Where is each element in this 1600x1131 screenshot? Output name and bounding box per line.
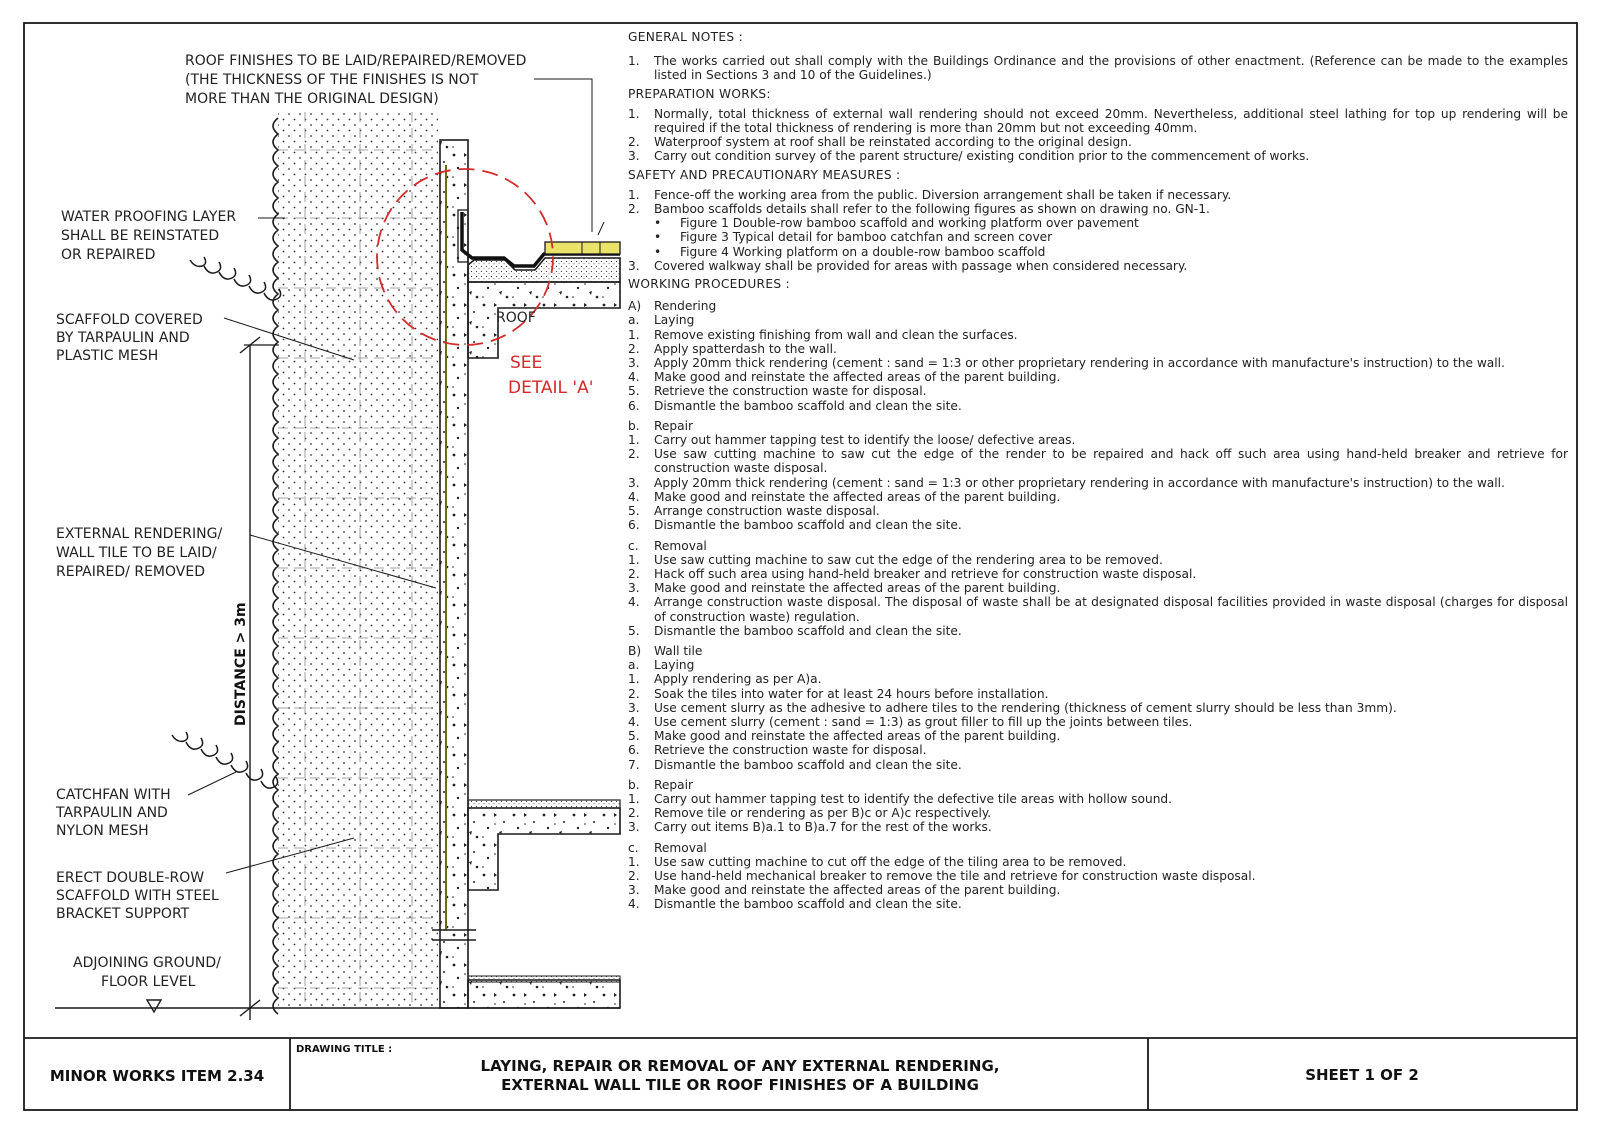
ac-item-2: 2. Hack off such area using hand-held breaker and retrieve for construction waste disposal.: [628, 566, 1197, 581]
catchfan-upper: [190, 257, 281, 300]
ab-item-4: 4. Make good and reinstate the affected areas of the parent building.: [628, 489, 1061, 504]
external-rendering-label-2: WALL TILE TO BE LAID/: [56, 545, 217, 561]
see-detail-label-2: DETAIL 'A': [508, 378, 594, 398]
roof-slab: [468, 282, 620, 358]
see-detail-label-1: SEE: [510, 353, 543, 373]
aa-heading: a. Laying: [628, 313, 695, 328]
section-b-heading: B) Wall tile: [628, 643, 703, 658]
aa-item-4: 4. Make good and reinstate the affected areas of the parent building.: [628, 370, 1061, 385]
aa-item-3: 3. Apply 20mm thick rendering (cement : sand = 1:3 or other proprietary rendering in accordance with manufacture's instruction) to the wall.: [628, 356, 1505, 371]
ac-item-3: 3. Make good and reinstate the affected areas of the parent building.: [628, 581, 1061, 596]
erect-scaffold-label-3: BRACKET SUPPORT: [56, 906, 190, 922]
roof-finish-screed: [468, 258, 620, 282]
catchfan-label-1: CATCHFAN WITH: [56, 787, 171, 803]
bc-item-3: 3. Make good and reinstate the affected areas of the parent building.: [628, 883, 1061, 898]
tarpaulin-scallop-line: [273, 118, 278, 1014]
bc-item-4: 4. Dismantle the bamboo scaffold and clean the site.: [628, 897, 962, 912]
ab-heading: b. Repair: [628, 418, 694, 433]
ground-level-label-1: ADJOINING GROUND/: [73, 955, 221, 971]
ab-item-6: 6. Dismantle the bamboo scaffold and clean the site.: [628, 518, 962, 533]
roof-finishes-label-3: MORE THAN THE ORIGINAL DESIGN): [185, 91, 439, 107]
ground-slab: [468, 980, 620, 1008]
preparation-heading: PREPARATION WORKS:: [628, 86, 771, 101]
ac-heading: c. Removal: [628, 538, 707, 553]
ba-item-6: 6. Retrieve the construction waste for disposal.: [628, 743, 927, 758]
bb-heading: b. Repair: [628, 777, 694, 792]
safety-bullet-3: • Figure 4 Working platform on a double-row bamboo scaffold: [654, 244, 1046, 259]
safety-heading: SAFETY AND PRECAUTIONARY MEASURES :: [628, 167, 901, 182]
ba-item-7: 7. Dismantle the bamboo scaffold and clean the site.: [628, 757, 962, 772]
bb-item-1: 1. Carry out hammer tapping test to identify the defective tile areas with hollow sound.: [628, 791, 1173, 806]
safety-bullet-1: • Figure 1 Double-row bamboo scaffold and working platform over pavement: [654, 216, 1139, 231]
ba-item-4: 4. Use cement slurry (cement : sand = 1:3) as grout filler to fill up the joints between tiles.: [628, 714, 1193, 729]
safety-item-3: 3. Covered walkway shall be provided for areas with passage when considered necessary.: [628, 258, 1188, 273]
prep-item-2: 2. Waterproof system at roof shall be reinstated according to the original design.: [628, 135, 1132, 150]
notes-column: [628, 30, 1568, 1040]
ba-item-5: 5. Make good and reinstate the affected areas of the parent building.: [628, 729, 1061, 744]
section-a-heading: A) Rendering: [628, 299, 717, 314]
aa-item-5: 5. Retrieve the construction waste for disposal.: [628, 384, 927, 399]
drawing-title-line-1: LAYING, REPAIR OR REMOVAL OF ANY EXTERNAL RENDERING,: [480, 1057, 1000, 1075]
ba-heading: a. Laying: [628, 658, 695, 673]
distance-label: DISTANCE > 3m: [233, 602, 249, 726]
external-rendering-label-3: REPAIRED/ REMOVED: [56, 564, 205, 580]
scaffold-covered-label-2: BY TARPAULIN AND: [56, 330, 190, 346]
ab-item-2: 2. Use saw cutting machine to saw cut the edge of the render to be repaired and hack off such area using hand-held breaker and retrieve for construction waste disposal.: [628, 447, 1568, 476]
drawing-title-line-2: EXTERNAL WALL TILE OR ROOF FINISHES OF A BUILDING: [501, 1076, 979, 1094]
minor-works-item: MINOR WORKS ITEM 2.34: [49, 1067, 265, 1085]
working-procedures-heading: WORKING PROCEDURES :: [628, 277, 790, 292]
ab-item-5: 5. Arrange construction waste disposal.: [628, 504, 880, 519]
roof-finishes-label-1: ROOF FINISHES TO BE LAID/REPAIRED/REMOVED: [185, 53, 527, 69]
ac-item-1: 1. Use saw cutting machine to saw cut the edge of the rendering area to be removed.: [628, 552, 1163, 567]
safety-item-2: 2. Bamboo scaffolds details shall refer to the following figures as shown on drawing no. GN-1.: [628, 202, 1210, 217]
prep-item-3: 3. Carry out condition survey of the parent structure/ existing condition prior to the commencement of works.: [628, 149, 1310, 164]
ac-item-4: 4. Arrange construction waste disposal. The disposal of waste shall be at designated disposal facilities provided in waste disposal (charges for disposal of construction waste) regulation.: [628, 595, 1568, 624]
external-rendering-label-1: EXTERNAL RENDERING/: [56, 526, 223, 542]
safety-bullet-2: • Figure 3 Typical detail for bamboo catchfan and screen cover: [654, 230, 1053, 245]
drawing-title-label: DRAWING TITLE :: [296, 1044, 393, 1055]
catchfan-label-3: NYLON MESH: [56, 823, 149, 839]
ab-item-1: 1. Carry out hammer tapping test to identify the loose/ defective areas.: [628, 433, 1076, 448]
waterproofing-label-3: OR REPAIRED: [61, 247, 156, 263]
bb-item-3: 3. Carry out items B)a.1 to B)a.7 for the rest of the works.: [628, 820, 992, 835]
erect-scaffold-label-1: ERECT DOUBLE-ROW: [56, 870, 205, 886]
scaffold-covered-label-1: SCAFFOLD COVERED: [56, 312, 203, 328]
roof-finishes-label-2: (THE THICKNESS OF THE FINISHES IS NOT: [185, 72, 479, 88]
aa-item-6: 6. Dismantle the bamboo scaffold and clean the site.: [628, 398, 962, 413]
bc-heading: c. Removal: [628, 840, 707, 855]
waterproofing-label-1: WATER PROOFING LAYER: [61, 209, 237, 225]
catchfan-label-2: TARPAULIN AND: [56, 805, 168, 821]
general-notes-heading: GENERAL NOTES :: [628, 30, 744, 44]
scaffold-covered-label-3: PLASTIC MESH: [56, 348, 159, 364]
aa-item-2: 2. Apply spatterdash to the wall.: [628, 341, 837, 356]
aa-item-1: 1. Remove existing finishing from wall and clean the surfaces.: [628, 327, 1018, 342]
external-wall: [440, 140, 468, 1008]
ab-item-3: 3. Apply 20mm thick rendering (cement : sand = 1:3 or other proprietary rendering in accordance with manufacture's instruction) to the wall.: [628, 475, 1505, 490]
ba-item-2: 2. Soak the tiles into water for at least 24 hours before installation.: [628, 686, 1049, 701]
waterproofing-label-2: SHALL BE REINSTATED: [61, 228, 220, 244]
safety-item-1: 1. Fence-off the working area from the public. Diversion arrangement shall be taken if necessary.: [628, 187, 1232, 202]
roof-label: ROOF: [496, 310, 536, 326]
bc-item-1: 1. Use saw cutting machine to cut off the edge of the tiling area to be removed.: [628, 854, 1127, 869]
floor-slab: [468, 808, 620, 890]
erect-scaffold-label-2: SCAFFOLD WITH STEEL: [56, 888, 219, 904]
bb-item-2: 2. Remove tile or rendering as per B)c or A)c respectively.: [628, 806, 992, 821]
title-block: [50, 1044, 1419, 1094]
general-note-1: 1. The works carried out shall comply with the Buildings Ordinance and the provisions of other enactment. (Reference can be made to the examples listed in Sections 3 and 10 of the Guidelines.): [628, 54, 1568, 83]
catchfan-lower: [172, 732, 278, 788]
prep-item-1: 1. Normally, total thickness of external wall rendering should not exceed 20mm. Nevertheless, additional steel lathing for top up rendering will be required if the total thickness of rendering is more than 20mm but not exceeding 40mm.: [628, 106, 1568, 136]
ba-item-3: 3. Use cement slurry as the adhesive to adhere tiles to the rendering (thickness of cement slurry should be less than 3mm).: [628, 700, 1397, 715]
bc-item-2: 2. Use hand-held mechanical breaker to remove the tile and retrieve for construction waste disposal.: [628, 868, 1256, 883]
sheet-number: SHEET 1 OF 2: [1305, 1066, 1419, 1084]
level-marker-icon: [147, 1000, 161, 1012]
ac-item-5: 5. Dismantle the bamboo scaffold and clean the site.: [628, 623, 962, 638]
ground-level-label-2: FLOOR LEVEL: [101, 974, 196, 990]
ba-item-1: 1. Apply rendering as per A)a.: [628, 672, 822, 687]
scaffold-zone: [278, 112, 438, 1008]
